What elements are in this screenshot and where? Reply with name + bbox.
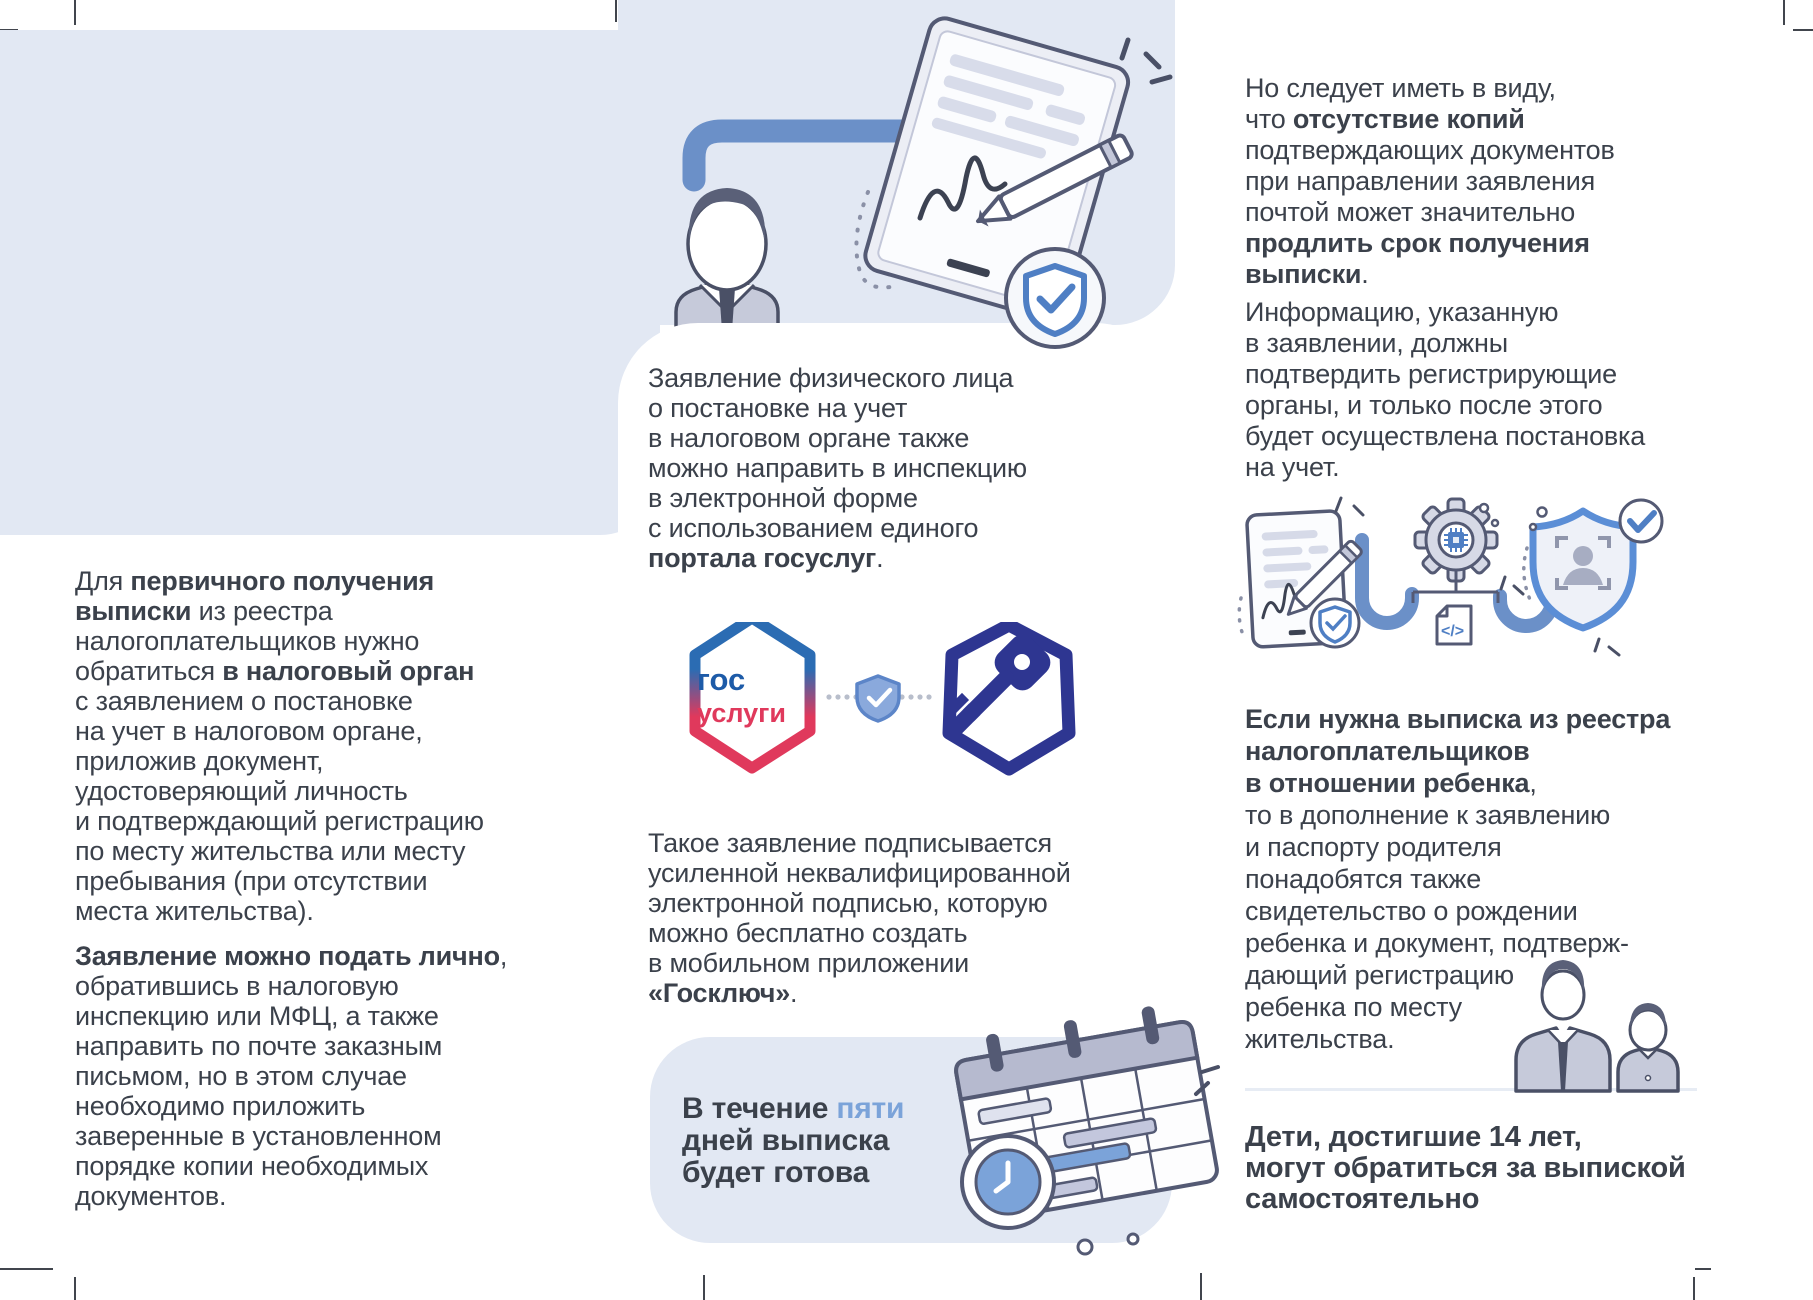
fold-mark [703, 1275, 705, 1300]
text-line: почтой может значительно [1245, 197, 1576, 227]
text-line: в заявлении, должны [1245, 328, 1508, 358]
text-line: понадобятся также [1245, 864, 1482, 894]
text-line: выписки. [1245, 259, 1369, 289]
crop-mark [74, 1277, 76, 1300]
text-line: выписки из реестра [75, 596, 333, 626]
text-line: о постановке на учет [648, 393, 908, 423]
check-badge [1620, 500, 1662, 542]
text-line: необходимо приложить [75, 1091, 366, 1121]
text-line: обратившись в налоговую [75, 971, 399, 1001]
text-line: портала госуслуг. [648, 543, 884, 573]
paragraph-mail-warning [1245, 73, 1615, 290]
text-line: по месту жительства или месту [75, 836, 466, 866]
person-glyph [1573, 546, 1593, 566]
text-line: «Госключ». [648, 978, 798, 1008]
crop-mark [1783, 0, 1785, 25]
mini-shield-check-icon [857, 676, 899, 721]
code-file-icon [1437, 606, 1471, 644]
code-label: </> [1441, 623, 1465, 640]
crop-mark [0, 1268, 53, 1270]
text-line: с заявлением о постановке [75, 686, 413, 716]
text-line: Заявление физического лица [648, 363, 1014, 393]
fold-mark [1200, 1273, 1202, 1300]
document-gear-idshield-illustration [1230, 490, 1710, 720]
text-line: на учет в налоговом органе, [75, 716, 423, 746]
text-line: будет готова [682, 1156, 870, 1189]
text-line: будет осуществлена постановка [1245, 421, 1646, 451]
crop-mark [74, 0, 76, 25]
paragraph-verification [1245, 297, 1645, 483]
goskey-app-icon [949, 625, 1069, 769]
paragraph-eform [648, 363, 1027, 573]
text-line: Такое заявление подписывается [648, 828, 1052, 858]
id-shield-icon [1524, 508, 1633, 629]
shield-check-badge [990, 235, 1130, 365]
gosuslugi-goskey-row [640, 595, 1220, 785]
calendar-clock-illustration [930, 985, 1230, 1260]
text-line: Но следует иметь в виду, [1245, 73, 1556, 103]
text-line: органы, и только после этого [1245, 390, 1603, 420]
text-line: налогоплательщиков [1245, 736, 1530, 766]
logo-word-bottom: услуги [697, 698, 787, 728]
paragraph-first-receipt [75, 566, 484, 926]
text-line: подтверждающих документов [1245, 135, 1615, 165]
text-line: можно бесплатно создать [648, 918, 968, 948]
text-line: электронной подписью, которую [648, 888, 1048, 918]
text-line: налогоплательщиков нужно [75, 626, 420, 656]
connector-curve [1362, 540, 1412, 623]
text-line: то в дополнение к заявлению [1245, 800, 1611, 830]
text-line: порядке копии необходимых [75, 1151, 429, 1181]
shield-check-icon [1026, 266, 1084, 334]
text-line: направить по почте заказным [75, 1031, 443, 1061]
person-icon [676, 188, 778, 345]
text-line: в электронной форме [648, 483, 918, 513]
logo-word-top: гос [697, 662, 746, 697]
text-line: приложив документ, [75, 746, 324, 776]
text-line: на учет. [1245, 452, 1340, 482]
deadline-text [682, 1093, 904, 1189]
parent-and-child-illustration [1505, 945, 1705, 1091]
text-line: в мобильном приложении [648, 948, 970, 978]
spark-marks [1122, 40, 1170, 82]
gosuslugi-logo [695, 618, 810, 768]
text-line: продлить срок получения [1245, 228, 1590, 258]
text-line: ребенка и документ, подтверж- [1245, 928, 1629, 958]
text-line: дающий регистрацию [1245, 960, 1514, 990]
text-line: дней выписка [682, 1124, 890, 1157]
text-line: усиленной неквалифицированной [648, 858, 1071, 888]
paragraph-goskey [648, 828, 1071, 1008]
text-line: В течение пяти [682, 1092, 905, 1125]
crop-mark [1693, 1277, 1695, 1300]
text-line: могут обратиться за выпиской [1245, 1152, 1686, 1184]
text-line: можно направить в инспекцию [648, 453, 1027, 483]
connector-line [694, 131, 910, 180]
text-line: письмом, но в этом случае [75, 1061, 407, 1091]
crop-mark [1695, 1268, 1711, 1270]
shield-check-badge [1311, 599, 1359, 647]
dot [1078, 1240, 1092, 1254]
clock-icon [962, 1136, 1054, 1228]
text-line: жительства. [1245, 1024, 1395, 1054]
dot [1128, 1234, 1138, 1244]
text-line: обратиться в налоговый орган [75, 656, 475, 686]
text-line: документов. [75, 1181, 227, 1211]
spark-marks [1595, 639, 1619, 655]
text-line: пребывания (при отсутствии [75, 866, 428, 896]
text-line: свидетельство о рождении [1245, 896, 1578, 926]
text-line: заверенные в установленном [75, 1121, 442, 1151]
branch-lines [1413, 570, 1498, 603]
text-line: Информацию, указанную [1245, 297, 1559, 327]
text-line: Если нужна выписка из реестра [1245, 704, 1671, 734]
text-line: места жительства). [75, 896, 314, 926]
intro-panel [0, 30, 660, 535]
text-line: самостоятельно [1245, 1183, 1480, 1215]
dotted-trail [1239, 598, 1245, 640]
text-line: с использованием единого [648, 513, 979, 543]
paragraph-submit-in-person [75, 941, 507, 1211]
adult-icon [1516, 960, 1610, 1091]
text-line: что отсутствие копий [1245, 104, 1525, 134]
crop-mark [1793, 29, 1813, 31]
text-line: подтвердить регистрирующие [1245, 359, 1617, 389]
text-line: и паспорту родителя [1245, 832, 1502, 862]
text-line: и подтверждающий регистрацию [75, 806, 484, 836]
gear-chip-icon [1415, 499, 1498, 581]
person-signing-tablet-illustration [600, 0, 1260, 360]
text-line: ребенка по месту [1245, 992, 1462, 1022]
child-icon [1618, 1003, 1678, 1091]
text-line: в отношении ребенка, [1245, 768, 1537, 798]
text-line: Дети, достигшие 14 лет, [1245, 1121, 1582, 1153]
paragraph-children-14 [1245, 1122, 1686, 1215]
text-line: Заявление можно подать лично, [75, 941, 508, 971]
text-line: при направлении заявления [1245, 166, 1595, 196]
text-line: в налоговом органе также [648, 423, 970, 453]
text-line: удостоверяющий личность [75, 776, 408, 806]
spark-marks [1336, 498, 1363, 515]
text-line: инспекцию или МФЦ, а также [75, 1001, 439, 1031]
text-line: Для первичного получения [75, 566, 435, 596]
